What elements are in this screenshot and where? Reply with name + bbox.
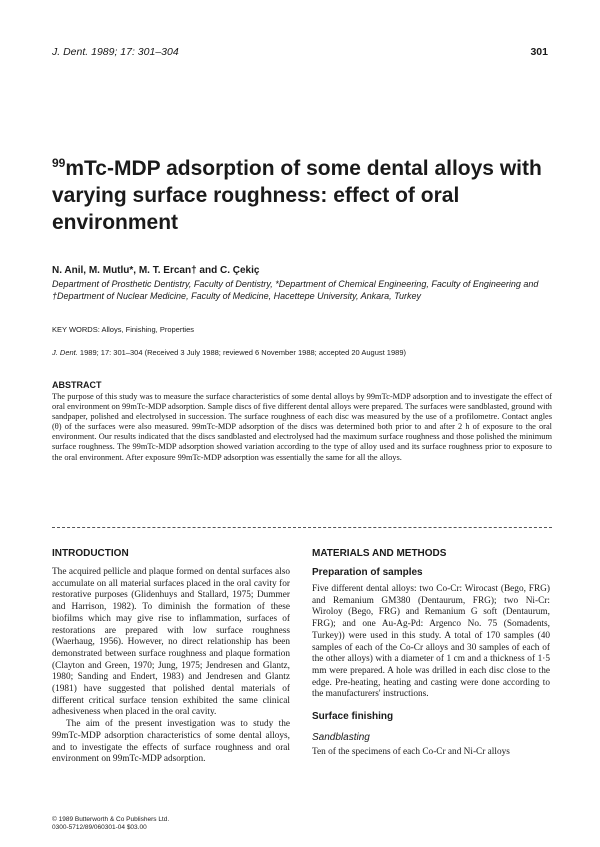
citation-line bbox=[52, 348, 552, 357]
sandblasting-paragraph: Ten of the specimens of each Co-Cr and Ni-Cr alloys bbox=[312, 747, 510, 758]
abstract-heading: ABSTRACT bbox=[52, 380, 102, 390]
preparation-subheading: Preparation of samples bbox=[312, 567, 423, 578]
journal-citation-header: J. Dent. 1989; 17: 301–304 bbox=[52, 46, 179, 58]
keywords: KEY WORDS: Alloys, Finishing, Properties bbox=[52, 325, 194, 334]
title-text: mTc-MDP adsorption of some dental alloys with varying surface roughness: effect of oral environment bbox=[52, 157, 542, 234]
surface-finishing-subheading: Surface finishing bbox=[312, 711, 394, 723]
sandblasting-subheading: Sandblasting bbox=[312, 732, 370, 744]
page-number: 301 bbox=[530, 46, 548, 58]
preparation-paragraph: Five different dental alloys: two Co-Cr: Wirocast (Bego, FRG) and Remanium GM380 (Dentaurum, FRG); two Ni-Cr: Wiroloy (Bego, FRG) and Remanium G soft (Dentaurum, FRG); and one Au-Ag-Pd: Argenco No. 75 (Somadents, Turkey)) were used in this study. A total of 170 samples (40 samples of each of the Co-Cr alloys and 30 samples of each of the other alloys) with a diameter of 1 cm and a thickness of 1·5 mm were prepared. A hole was drilled in each disc close to the edge. Pre-heating, heating and casting were done according to the manufacturers' instructions. bbox=[312, 584, 550, 700]
introduction-heading: INTRODUCTION bbox=[52, 548, 129, 559]
author-list: N. Anil, M. Mutlu*, M. T. Ercan† and C. Çekiç bbox=[52, 265, 260, 276]
citation-journal: J. Dent. bbox=[52, 348, 78, 357]
introduction-paragraph-1: The acquired pellicle and plaque formed on dental surfaces also accumulate on all material surfaces placed in the oral cavity for restorative purposes (Glidenhuys and Stallard, 1975; Dummer and Harrison, 1982). To diminish the formation of these biofilms which may give rise to inflammation, surfaces of restorations are prepared with low surface roughness (Waerhaug, 1956). However, no direct relationship has been demonstrated between surface roughness and plaque formation (Clayton and Green, 1970; Jung, 1975; Jendresen and Glantz, 1980; Sanding and Endert, 1983) and Jendresen and Glantz (1981) have suggested that polished dental materials of different critical surface tension exhibited the same clinical adhesiveness when placed in the oral cavity. bbox=[52, 567, 290, 718]
abstract-text: The purpose of this study was to measure the surface characteristics of some dental alloys by 99mTc-MDP adsorption and to investigate the effect of oral environment on 99mTc-MDP adsorption. Sample discs of five different dental alloys were prepared. The surfaces were sandblasted, ground with sandpaper, polished and electrolysed in succession. The surface roughness of each disc was measured by the use of a profilometre. Contact angles (θ) of the surfaces were also measured. 99mTc-MDP adsorption of the discs was determined both prior to and after 2 h of exposure to the oral environment. Our results indicated that the discs sandblasted and electrolysed had the maximum surface roughness and those polished the minimum surface roughness. The 99mTc-MDP adsorption showed variation according to the type of alloy used and its surface roughness prior to exposure to the oral environment. After exposure 99mTc-MDP adsorption was essentially the same for all the alloys. bbox=[52, 392, 552, 462]
copyright-footer bbox=[52, 816, 169, 832]
isotope-mass-number: 99 bbox=[52, 156, 66, 170]
section-divider bbox=[52, 527, 552, 528]
article-title bbox=[52, 150, 552, 236]
citation-dates: 1989; 17: 301–304 (Received 3 July 1988; reviewed 6 November 1988; accepted 20 August 1989) bbox=[77, 348, 406, 357]
methods-heading: MATERIALS AND METHODS bbox=[312, 548, 447, 559]
right-column bbox=[312, 548, 550, 759]
issn-line: 0300-5712/89/060301-04 $03.00 bbox=[52, 824, 147, 831]
affiliations: Department of Prosthetic Dentistry, Faculty of Dentistry, *Department of Chemical Engineering, Faculty of Engineering and †Department of Nuclear Medicine, Faculty of Medicine, Hacettepe University, Ankara, Turkey bbox=[52, 279, 539, 301]
introduction-paragraph-2: The aim of the present investigation was to study the 99mTc-MDP adsorption characteristics of some dental alloys, and to investigate the effects of surface roughness and oral environment on 99mTc-MDP adsorption. bbox=[52, 719, 290, 765]
running-head bbox=[52, 46, 548, 60]
left-column bbox=[52, 548, 290, 766]
copyright-line: © 1989 Butterworth & Co Publishers Ltd. bbox=[52, 816, 170, 823]
